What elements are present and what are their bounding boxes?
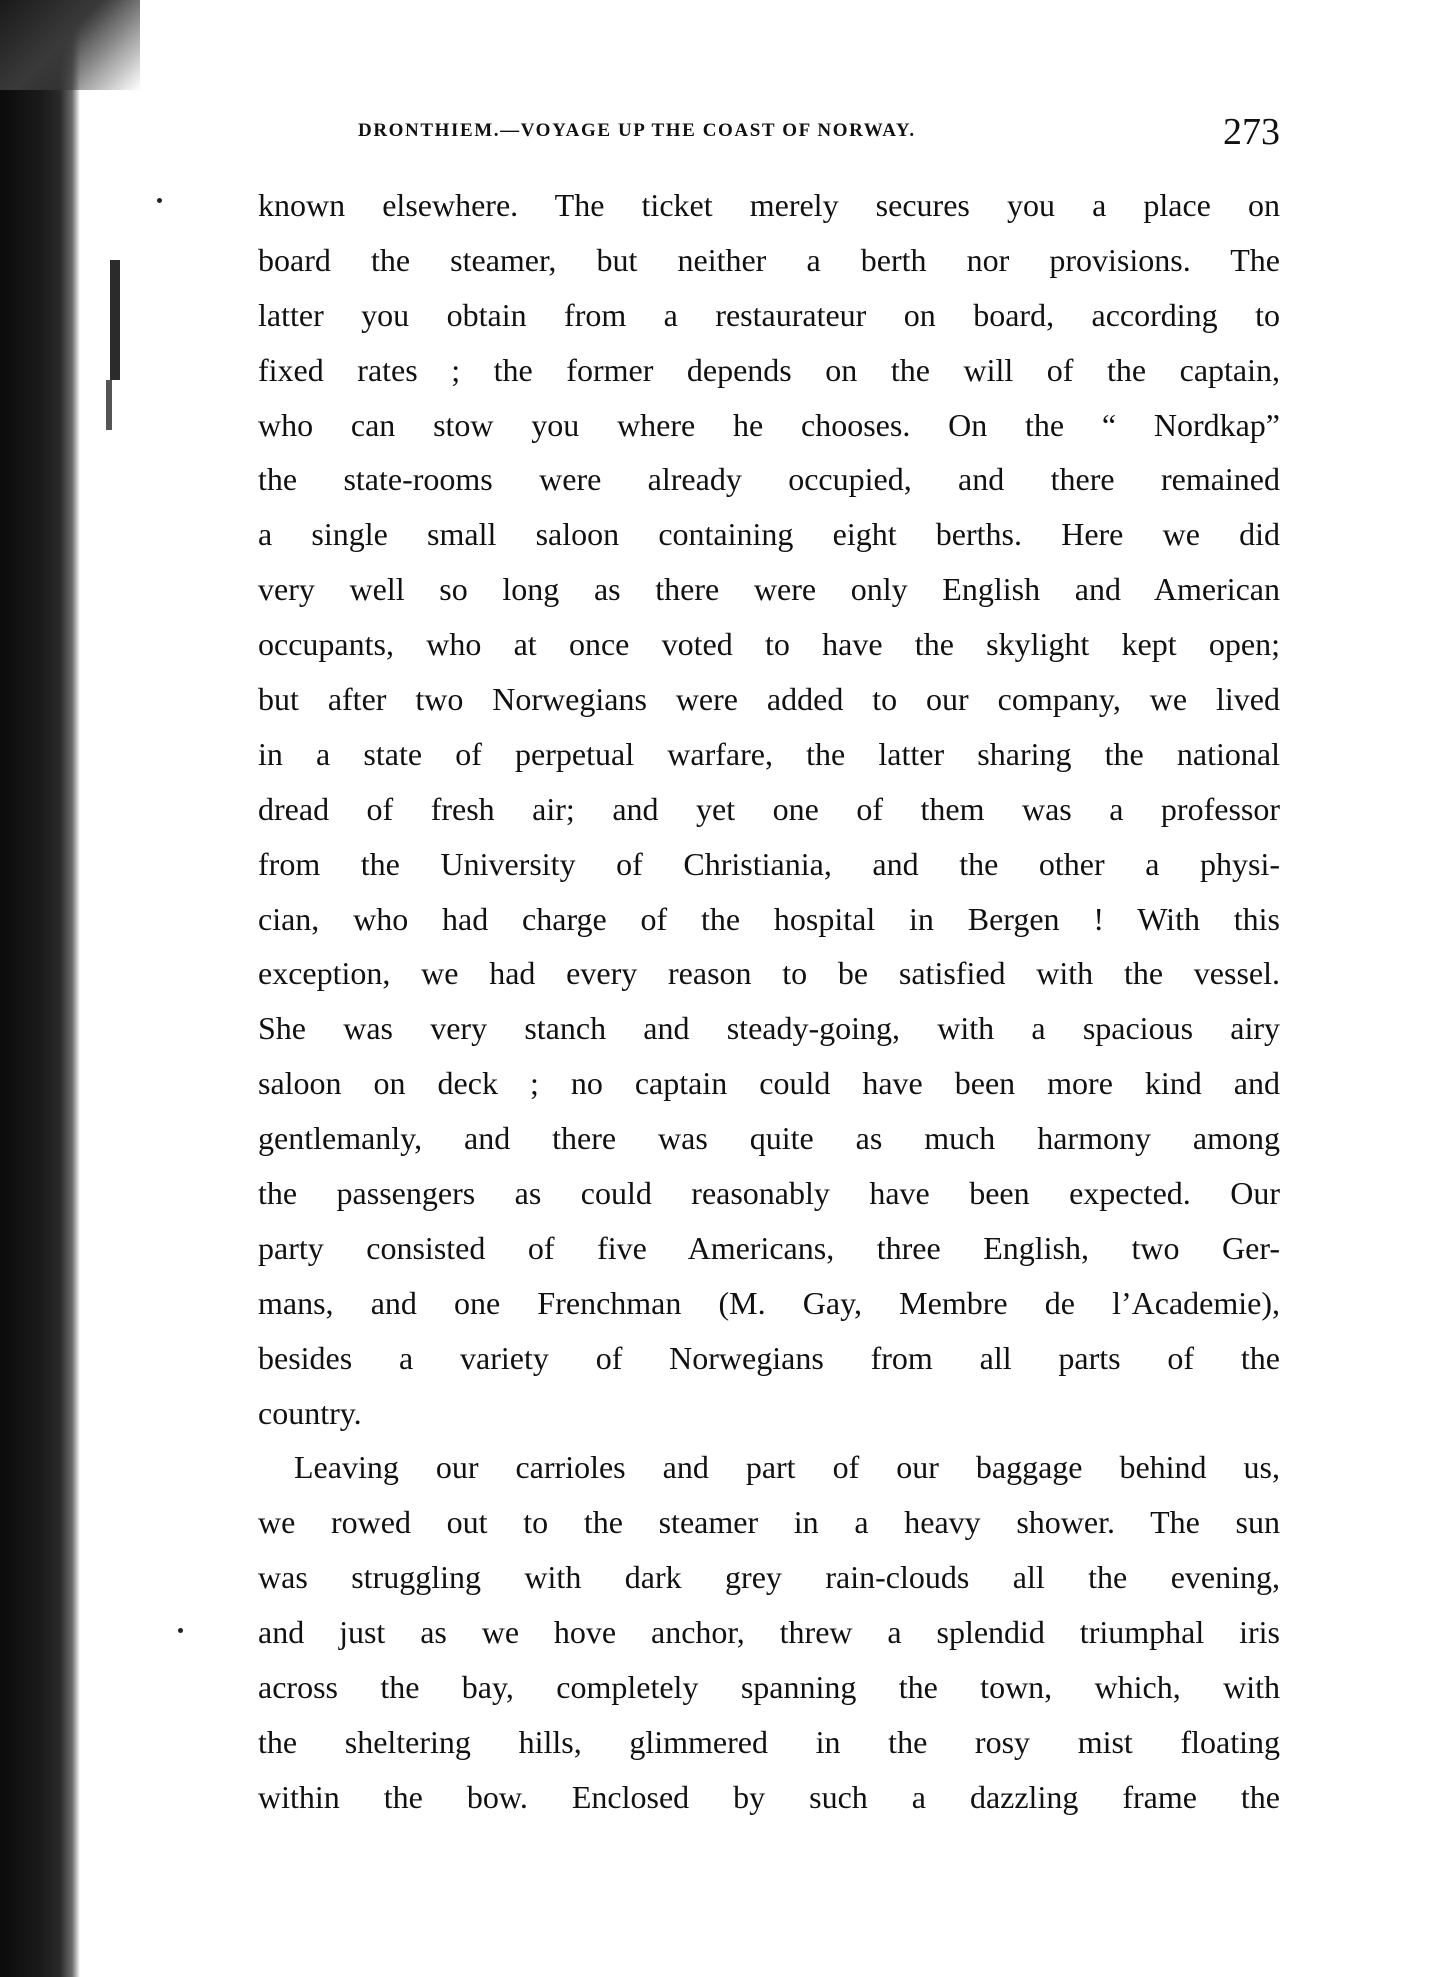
binding-mark [106, 380, 112, 430]
page-number: 273 [1223, 111, 1280, 153]
text-line: the passengers as could reasonably have been expected. Our [258, 1175, 1280, 1212]
text-line: exception, we had every reason to be satisfied with the vessel. [258, 955, 1280, 992]
margin-speck [178, 1628, 183, 1633]
text-line: besides a variety of Norwegians from all parts of the [258, 1339, 1280, 1376]
text-line: latter you obtain from a restaurateur on board, according to [258, 296, 1280, 333]
text-line: cian, who had charge of the hospital in Bergen ! With this [258, 900, 1280, 937]
text-line: country. [258, 1394, 362, 1431]
text-line: party consisted of five Americans, three English, two Ger- [258, 1229, 1280, 1266]
binding-mark [110, 260, 120, 380]
text-line: a single small saloon containing eight berths. Here we did [258, 516, 1280, 553]
text-line: very well so long as there were only English and American [258, 571, 1280, 608]
text-line: known elsewhere. The ticket merely secures you a place on [258, 187, 1280, 223]
text-line: dread of fresh air; and yet one of them was a professor [258, 790, 1280, 827]
text-line: who can stow you where he chooses. On the “ Nordkap” [258, 406, 1280, 443]
page-header [258, 110, 1280, 160]
text-line: saloon on deck ; no captain could have been more kind and [258, 1065, 1280, 1102]
text-line: occupants, who at once voted to have the skylight kept open; [258, 626, 1280, 663]
text-line: but after two Norwegians were added to our company, we lived [258, 681, 1280, 718]
scanned-binding-edge [0, 0, 80, 1977]
text-line: the state-rooms were already occupied, and there remained [258, 461, 1280, 498]
text-line: gentlemanly, and there was quite as much harmony among [258, 1120, 1280, 1157]
text-line: and just as we hove anchor, threw a splendid triumphal iris [258, 1614, 1280, 1651]
text-line: we rowed out to the steamer in a heavy shower. The sun [258, 1504, 1280, 1541]
text-line: Leaving our carrioles and part of our baggage behind us, [294, 1449, 1280, 1486]
text-line: board the steamer, but neither a berth nor provisions. The [258, 241, 1280, 278]
text-line: was struggling with dark grey rain-clouds all the evening, [258, 1559, 1280, 1596]
text-line: across the bay, completely spanning the town, which, with [258, 1669, 1280, 1706]
text-line: fixed rates ; the former depends on the will of the captain, [258, 351, 1280, 388]
text-line: She was very stanch and steady-going, with a spacious airy [258, 1010, 1280, 1047]
text-line: mans, and one Frenchman (M. Gay, Membre de l’Academie), [258, 1284, 1280, 1321]
text-line: the sheltering hills, glimmered in the rosy mist floating [258, 1723, 1280, 1760]
text-line: within the bow. Enclosed by such a dazzling frame the [258, 1778, 1280, 1815]
text-line: from the University of Christiania, and the other a physi- [258, 845, 1280, 882]
body-text [258, 178, 1280, 1825]
margin-speck [157, 198, 162, 203]
running-head: DRONTHIEM.—VOYAGE UP THE COAST OF NORWAY. [358, 120, 916, 141]
text-line: in a state of perpetual warfare, the latter sharing the national [258, 735, 1280, 772]
